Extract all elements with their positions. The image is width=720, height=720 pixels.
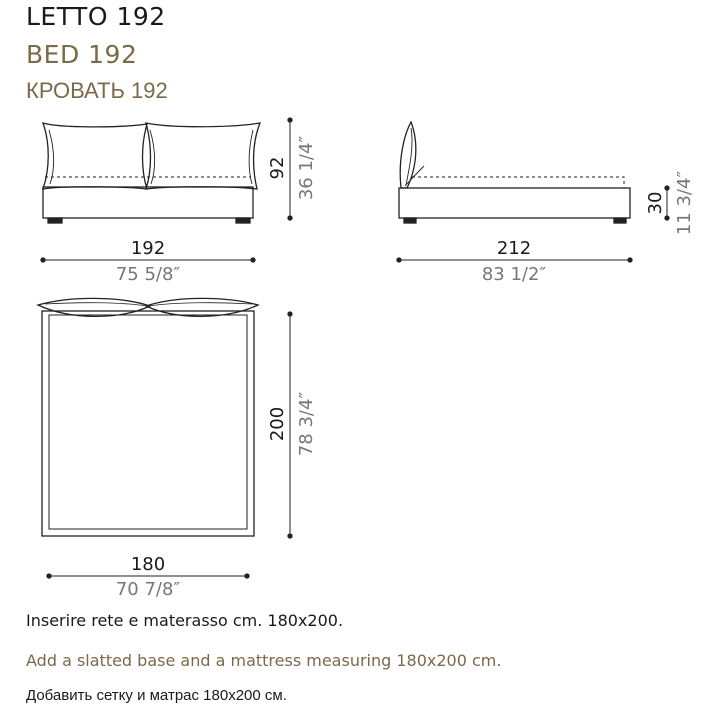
top-inner-mattress	[49, 315, 247, 529]
title-english: BED 192	[26, 40, 138, 69]
top-pillow-left	[38, 298, 150, 316]
front-width-inch: 75 5/8″	[115, 264, 181, 285]
front-foot-left	[48, 218, 62, 223]
note-russian: Добавить сетку и матрас 180x200 см.	[26, 687, 287, 704]
top-view	[38, 298, 292, 578]
note-italian: Inserire rete e materasso cm. 180x200.	[26, 611, 344, 630]
front-cushion-right	[146, 123, 260, 189]
top-length-inch: 78 3/4″	[296, 391, 317, 457]
side-length-inch: 83 1/2″	[481, 264, 547, 285]
side-foot-right	[614, 218, 626, 223]
side-headboard-cushion	[400, 122, 416, 188]
side-base-height-inch: 11 3/4″	[674, 170, 695, 236]
side-bed-base	[399, 188, 630, 218]
front-cushion-left	[43, 123, 147, 189]
top-length-cm: 200	[267, 406, 288, 442]
front-view	[41, 118, 292, 262]
side-base-height-cm: 30	[645, 191, 666, 215]
top-width-inch: 70 7/8″	[115, 579, 181, 600]
front-foot-right	[236, 218, 250, 223]
top-outer-frame	[42, 311, 254, 536]
title-russian: КРОВАТЬ 192	[26, 78, 168, 103]
front-height-cm: 92	[267, 156, 288, 180]
note-english: Add a slatted base and a mattress measuring 180x200 cm.	[26, 651, 502, 670]
front-height-inch: 36 1/4″	[296, 135, 317, 201]
top-width-cm: 180	[130, 554, 166, 575]
front-bed-base	[43, 187, 253, 218]
front-width-cm: 192	[130, 238, 166, 259]
top-pillow-right	[146, 298, 258, 316]
side-mattress-line	[412, 177, 624, 188]
title-italian: LETTO 192	[26, 2, 166, 31]
side-foot-left	[404, 218, 416, 223]
side-length-cm: 212	[496, 238, 532, 259]
side-view	[397, 122, 669, 262]
